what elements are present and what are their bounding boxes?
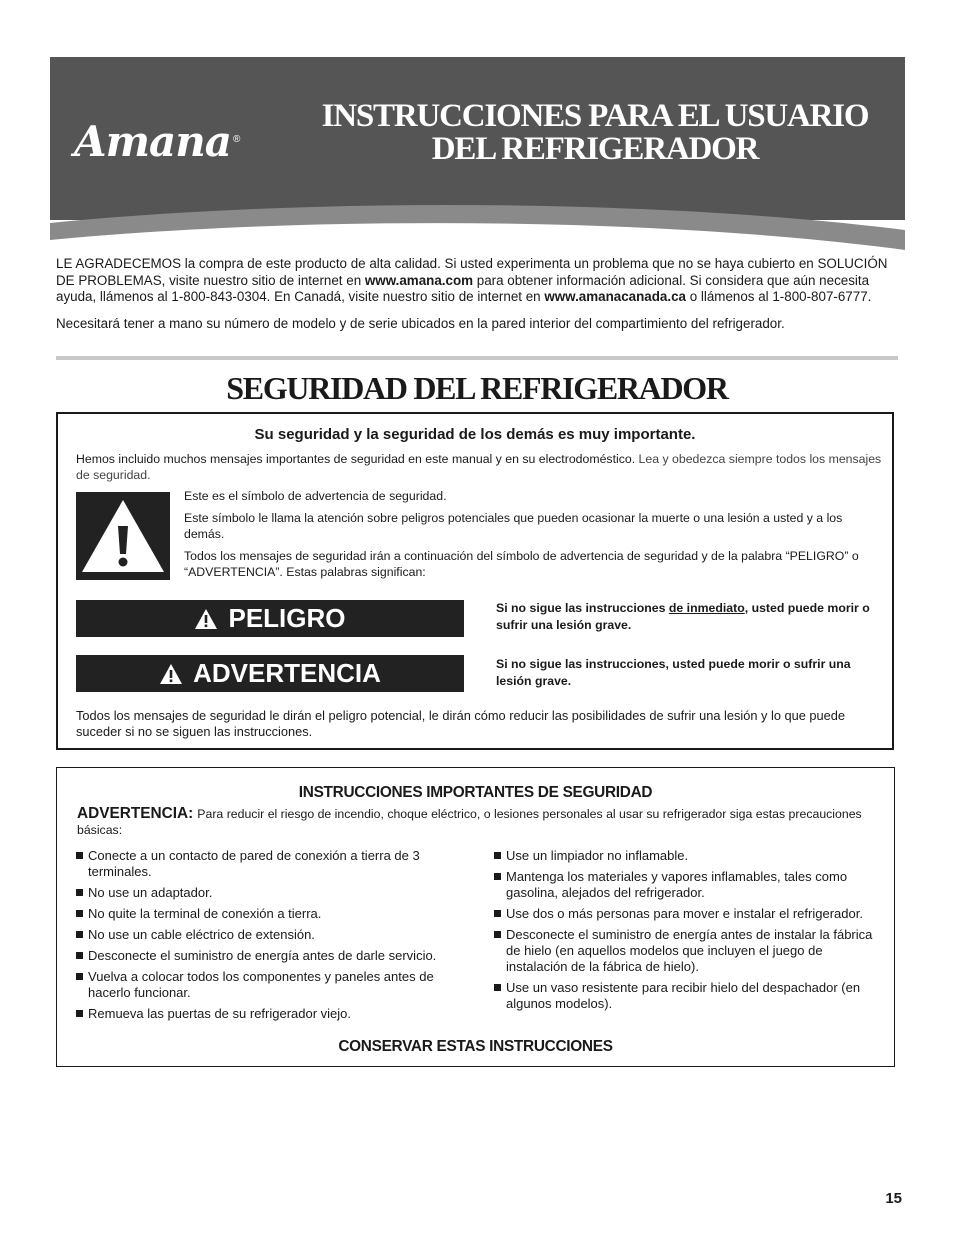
warning-triangle-icon [194,608,218,630]
list-item: Use dos o más personas para mover e instalar el refrigerador. [493,906,883,922]
list-item: Conecte a un contacto de pared de conexión a tierra de 3 terminales. [75,848,470,880]
list-item: Vuelva a colocar todos los componentes y paneles antes de hacerlo funcionar. [75,969,470,1001]
instructions-heading: INSTRUCCIONES IMPORTANTES DE SEGURIDAD [298,784,653,801]
list-item: Desconecte el suministro de energía antes de instalar la fábrica de hielo (en aquellos modelos que incluyen el juego de instalación de la fábrica de hielo). [493,927,883,975]
section-title: SEGURIDAD DEL REFRIGERADOR [226,370,728,406]
warning-triangle-icon [159,663,183,685]
peligro-description: Si no sigue las instrucciones de inmediato, usted puede morir o sufrir una lesión grave. [496,601,870,632]
logo-registered-mark: ® [233,134,241,145]
advertencia-label: ADVERTENCIA [193,658,381,688]
banner-swoosh [50,190,905,250]
instructions-right-column [493,848,883,1017]
list-item: No quite la terminal de conexión a tierra. [75,906,470,922]
safety-footer: Todos los mensajes de seguridad le dirán el peligro potencial, le dirán cómo reducir las posibilidades de sufrir una lesión y lo que puede suceder si no se siguen las instrucciones. [76,708,845,739]
instructions-left-column [75,848,470,1027]
list-item: No use un cable eléctrico de extensión. [75,927,470,943]
peligro-label: PELIGRO [228,603,346,633]
logo-wordmark: Amana [74,117,231,166]
warning-triangle-icon [76,492,170,580]
page-number: 15 [885,1190,902,1207]
amana-canada-url: www.amanacanada.ca [544,289,686,304]
intro-paragraph-2: Necesitará tener a mano su número de modelo y de serie ubicados en la pared interior del compartimiento del refrigerador. [56,315,785,331]
advertencia-description: Si no sigue las instrucciones, usted puede morir o sufrir una lesión grave. [496,657,851,688]
section-divider [56,356,898,360]
peligro-signal-bar [76,600,464,637]
list-item: Use un limpiador no inflamable. [493,848,883,864]
warning-label: ADVERTENCIA: [77,805,194,822]
list-item: Use un vaso resistente para recibir hielo del despachador (en algunos modelos). [493,980,883,1012]
advertencia-signal-bar [76,655,464,692]
intro-text [56,256,896,342]
list-item: Remueva las puertas de su refrigerador viejo. [75,1006,470,1022]
list-item: Mantenga los materiales y vapores inflamables, tales como gasolina, alejados del refrigerador. [493,869,883,901]
safety-box [56,412,894,750]
symbol-explanation: Este es el símbolo de advertencia de seguridad. Este símbolo le llama la atención sobre peligros potenciales que pueden ocasionar la muerte o una lesión a usted y a los demás. Todos los mensajes de seguridad irán a continuación del símbolo de advertencia de seguridad y de la palabra “PELIGRO” o “ADVERTENCIA”. Estas palabras significan: [184,489,859,579]
instructions-box [56,767,895,1067]
intro-paragraph-1: LE AGRADECEMOS la compra de este producto de alta calidad. Si usted experimenta un problema que no se haya cubierto en SOLUCIÓN DE PROBLEMAS, visite nuestro sitio de internet en www.amana.com para obtener información adicional. Si considera que aún necesita ayuda, llámenos al 1-800-843-0304. En Canadá, visite nuestro sitio de internet en www.amanacanada.ca o llámenos al 1-800-807-6777. [56,256,888,304]
list-item: No use un adaptador. [75,885,470,901]
safety-heading: Su seguridad y la seguridad de los demás es muy importante. [254,426,696,443]
instructions-footer: CONSERVAR ESTAS INSTRUCCIONES [338,1038,613,1055]
amana-url: www.amana.com [364,272,474,288]
page-title: INSTRUCCIONES PARA EL USUARIO DEL REFRIGERADOR [321,98,869,167]
safety-intro: Hemos incluido muchos mensajes importantes de seguridad en este manual y en su electrodoméstico. Lea y obedezca siempre todos los mensajes de seguridad. [76,452,882,482]
amana-logo [74,112,284,172]
list-item: Desconecte el suministro de energía antes de darle servicio. [75,948,470,964]
instructions-warning: ADVERTENCIA: Para reducir el riesgo de incendio, choque eléctrico, o lesiones personales al usar su refrigerador siga estas precauciones básicas: [77,805,862,837]
